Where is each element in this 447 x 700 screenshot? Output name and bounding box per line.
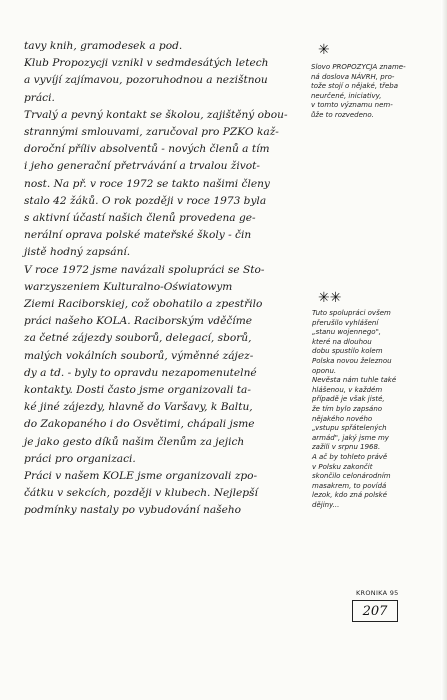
note-line: Polska novou železnou [312, 356, 392, 365]
note-line: které na dlouhou [312, 337, 372, 346]
text-line: do Zakopaného i do Osvětimi, chápali jsme [24, 418, 255, 431]
footer-label: KRONIKA 95 [356, 589, 399, 597]
text-line: s aktivní účastí našich členů provedena ge- [24, 212, 256, 225]
text-line: kontakty. Dosti často jsme organizovali ta- [24, 384, 251, 397]
main-handwritten-text [24, 38, 304, 520]
note-line: Tuto spolupráci ovšem [312, 309, 391, 317]
text-line: Trvalý a pevný kontakt se školou, zajištěný obou- [24, 108, 288, 121]
text-line: Ziemi Raciborskiej, což obohatilo a zpestřilo [24, 298, 263, 311]
note-line: lezok, kdo zná polské [312, 491, 388, 500]
text-line: Práci v našem KOLE jsme organizovali zpo- [24, 470, 258, 483]
text-line: za četné zájezdy souborů, delegací, sborů, [24, 332, 252, 345]
main-text-block [24, 38, 304, 520]
text-line: a vyvíjí zajímavou, pozoruhodnou a nezištnou [24, 74, 268, 87]
text-line: warzyszeniem Kulturalno-Oświatowym [24, 280, 233, 293]
note-line: dějiny... [312, 500, 340, 509]
text-line: doroční příliv absolventů - nových členů a tím [24, 143, 270, 156]
text-line: čátku v sekcích, později v klubech. Nejlepší [24, 487, 258, 500]
note-line: zažili v srpnu 1968. [312, 443, 381, 452]
note-line: „stanu wojennego", [312, 328, 382, 337]
side-note-cooperation [312, 309, 437, 510]
double-asterisk-note-marker: ✳✳ [318, 290, 342, 306]
text-line: podmínky nastaly po vybudování našeho [24, 504, 242, 517]
page-number: 207 [352, 600, 398, 622]
side-note-propozycja [311, 63, 437, 121]
asterisk-note-marker: ✳ [318, 42, 330, 58]
text-line: malých vokálních souborů, výměnné zájez- [24, 349, 254, 362]
text-line: práci našeho KOLA. Raciborským vděčíme [24, 315, 253, 328]
text-line: i jeho generační přetrvávání a trvalou život- [24, 160, 260, 173]
note-line: případě je však jisté, [312, 395, 385, 404]
note-line: v Polsku zakončit [312, 462, 373, 471]
note-line: hlášenou, v každém [312, 385, 383, 394]
note-line: masakrem, to povídá [312, 481, 387, 490]
text-line: práci. [24, 91, 55, 104]
text-line: strannými smlouvami, zaručoval pro PZKO kaž- [24, 126, 279, 139]
text-line: jistě hodný zapsání. [24, 246, 131, 259]
text-line: tavy knih, gramodesek a pod. [24, 40, 183, 52]
note-line: ůže to rozvedeno. [311, 110, 374, 119]
text-line: ké jiné zájezdy, hlavně do Varšavy, k Baltu, [24, 401, 253, 414]
note-line: Nevěsta nám tuhle také [312, 376, 397, 385]
note-line: v tomto významu nem- [311, 101, 393, 110]
note-line: nějakého nového [312, 414, 373, 423]
note-line: tože stojí o nějaké, třeba [311, 82, 398, 91]
text-line: práci pro organizaci. [24, 452, 136, 465]
note-line: oponu. [312, 366, 337, 375]
note-line: skončilo celonárodním [312, 472, 391, 481]
page-edge-shadow [441, 0, 447, 700]
text-line: Klub Propozycji vznikl v sedmdesátých letech [24, 57, 269, 70]
note-line: dobu spustilo kolem [312, 347, 383, 356]
note-line: armád", jaký jsme my [312, 433, 389, 442]
text-line: nost. Na př. v roce 1972 se takto našimi členy [24, 177, 270, 190]
text-line: je jako gesto díků našim členům za jejich [24, 435, 245, 448]
note-line: „vstupu spřátelených [312, 424, 387, 433]
text-line: V roce 1972 jsme navázali spolupráci se Sto- [24, 263, 265, 276]
note-line: Slovo PROPOZYCJA zname- [311, 63, 406, 71]
note-line: ná doslova NÁVRH, pro- [311, 72, 395, 81]
note-line: že tím bylo zapsáno [312, 404, 383, 413]
note-line: neurčené, iniciativy, [311, 91, 382, 100]
text-line: nerální oprava polské mateřské školy - čin [24, 229, 252, 242]
text-line: dy a td. - byly to opravdu nezapomenutelné [24, 366, 257, 379]
note-line: přerušilo vyhlášení [312, 318, 379, 327]
note-line: A ač by tohleto právě [312, 452, 388, 461]
text-line: stalo 42 žáků. O rok později v roce 1973 byla [24, 194, 267, 207]
